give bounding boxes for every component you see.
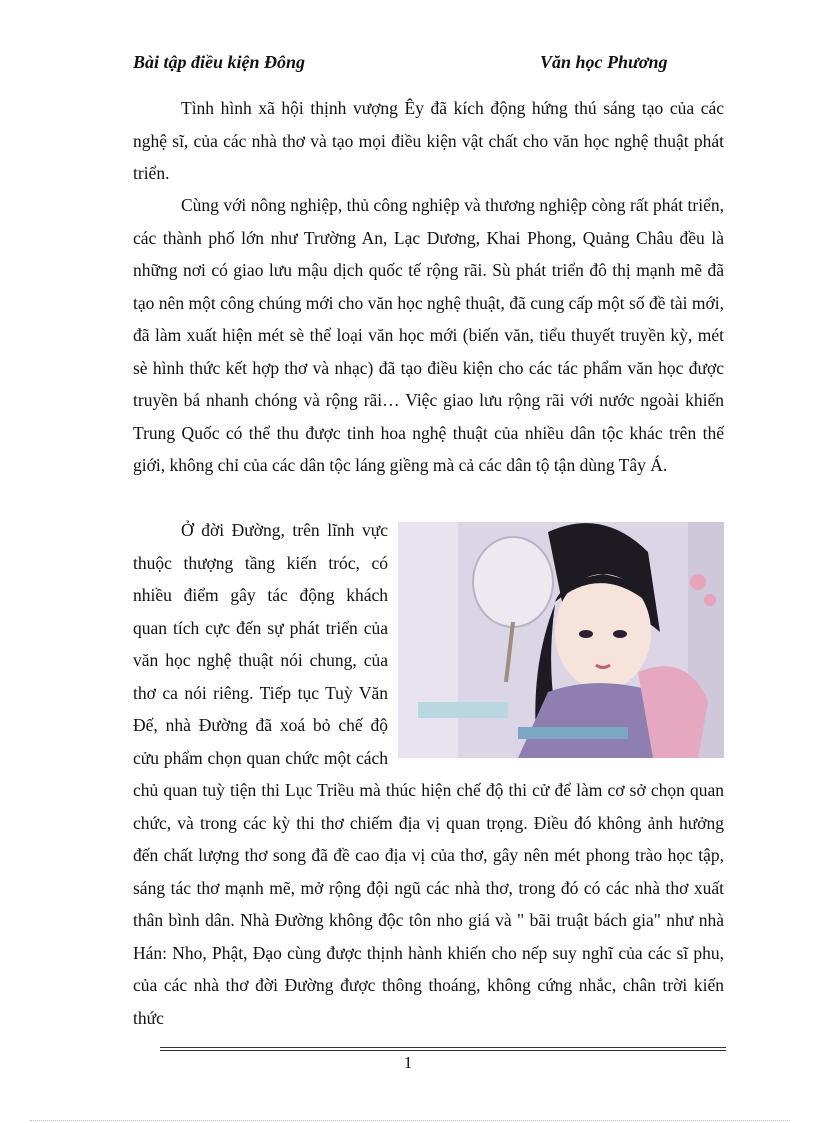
header-right-title: Văn học Phương [540, 52, 668, 72]
illustrated-section [133, 514, 724, 1034]
page-number: 1 [403, 1053, 413, 1072]
paragraph-2: Cùng với nông nghiệp, thủ công nghiệp và thương nghiệp còng rất phát triển, các thành phố lớn như Trường An, Lạc Dương, Khai Phong, Quảng Châu đều là những nơi có giao lưu mậu dịch quốc tế rộng rãi. Sù phát triển đô thị mạnh mẽ đã tạo nên một công chúng mới cho văn học nghệ thuật, đã cung cấp một số đề tài mới, đã làm xuất hiện mét sè thể loại văn học mới (biến văn, tiểu thuyết truyền kỳ, mét sè hình thức kết hợp thơ và nhạc) đã tạo điều kiện cho các tác phẩm văn học được truyền bá nhanh chóng và rộng rãi… Việc giao lưu rộng rãi với nước ngoài khiến Trung Quốc có thể thu được tinh hoa nghệ thuật của nhiều dân tộc khác trên thế giới, không chỉ của các dân tộc láng giềng mà cả các dân tộ tận dùng Tây Á. [133, 195, 724, 475]
footer-divider-top [160, 1047, 726, 1048]
paragraph-3: Ở đời Đường, trên lĩnh vực thuộc thượng tầng kiến tróc, có nhiều điểm gây tác động khách quan tích cực đến sự phát triển của văn học nghệ thuật nói chung, của thơ ca nói riêng. Tiếp tục Tuỳ Văn Đế, nhà Đường đã xoá bỏ chế độ cửu phẩm chọn quan chức một cách chủ quan tuỳ tiện thi Lục Triều mà thúc hiện chế độ thi cử để làm cơ sở chọn quan chức, và trong các kỳ thi thơ chiếm địa vị quan trọng. Điều đó không ảnh hưởng đến chất lượng thơ song đã đề cao địa vị của thơ, gây nên mét phong trào học tập, sáng tác thơ mạnh mẽ, mở rộng đội ngũ các nhà thơ, trong đó có các nhà thơ xuất thân bình dân. Nhà Đường không độc tôn nho giá và " bãi truật bách gia" như nhà Hán: Nho, Phật, Đạo cùng được thịnh hành khiến cho nếp suy nghĩ của các sĩ phu, của các nhà thơ đời Đường được thông thoáng, không cứng nhắc, chân trời kiến thức [133, 520, 724, 1028]
page-bottom-dotted-line [30, 1120, 790, 1121]
header-left-title: Bài tập điều kiện Đông [133, 52, 306, 72]
illustration-image [398, 522, 724, 758]
illustration-woman-with-fan [398, 522, 724, 758]
paragraph-1: Tình hình xã hội thịnh vượng Êy đã kích động hứng thú sáng tạo của các nghệ sĩ, của các nhà thơ và tạo mọi điều kiện vật chất cho văn học nghệ thuật phát triển. [133, 98, 724, 183]
footer-divider-bottom [160, 1050, 726, 1051]
